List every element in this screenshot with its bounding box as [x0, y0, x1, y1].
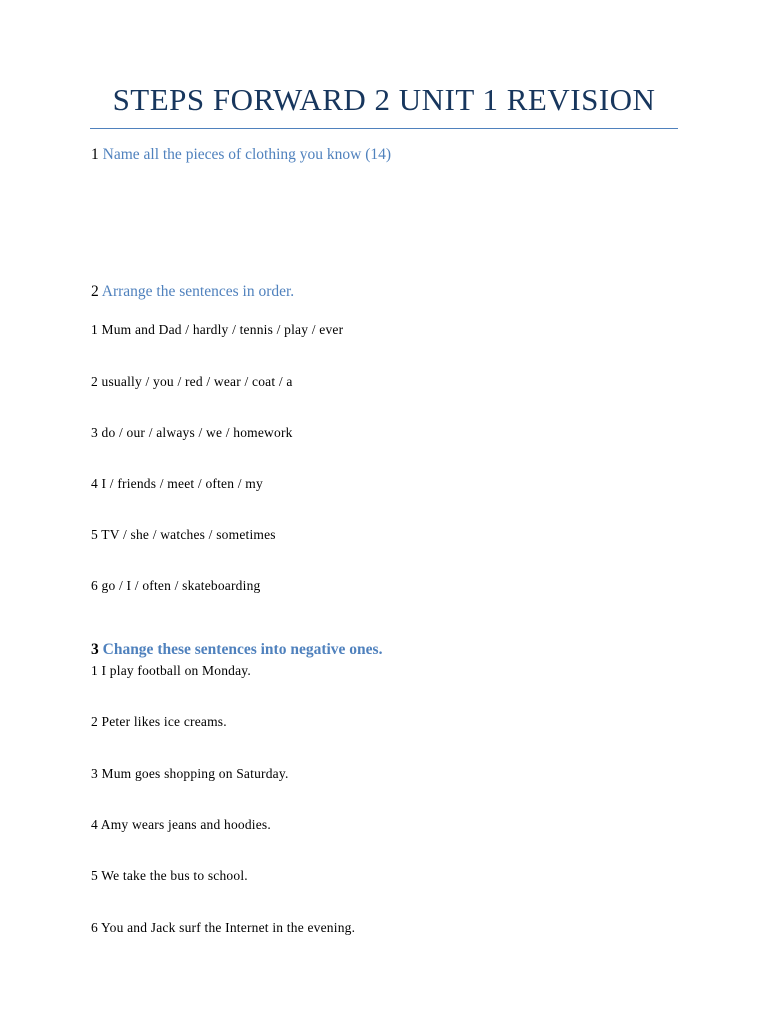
section-3-item-1: 1 I play football on Monday. — [91, 663, 251, 678]
section-2-heading — [91, 283, 294, 301]
section-1-heading-text: Name all the pieces of clothing you know (14) — [102, 146, 392, 163]
section-3-number: 3 — [91, 641, 99, 658]
section-2-item-1: 1 Mum and Dad / hardly / tennis / play / ever — [91, 322, 344, 337]
section-2-item-4: 4 I / friends / meet / often / my — [91, 476, 263, 491]
title-underline — [90, 128, 678, 129]
page-title: STEPS FORWARD 2 UNIT 1 REVISION — [112, 82, 656, 117]
section-3-item-6: 6 You and Jack surf the Internet in the evening. — [91, 920, 356, 935]
section-3-item-3: 3 Mum goes shopping on Saturday. — [91, 766, 289, 781]
section-2-item-2: 2 usually / you / red / wear / coat / a — [91, 374, 293, 389]
section-2-item-6: 6 go / I / often / skateboarding — [91, 578, 261, 593]
section-3-heading — [91, 641, 382, 659]
section-2-item-3: 3 do / our / always / we / homework — [91, 425, 293, 440]
section-1-number: 1 — [91, 146, 99, 163]
section-2-heading-text: Arrange the sentences in order. — [101, 283, 295, 300]
section-1-heading — [91, 146, 391, 164]
section-3-item-2: 2 Peter likes ice creams. — [91, 714, 227, 729]
section-3-item-5: 5 We take the bus to school. — [91, 868, 248, 883]
section-3-heading-text: Change these sentences into negative ones. — [102, 641, 383, 658]
section-2-number: 2 — [91, 283, 99, 300]
section-2-item-5: 5 TV / she / watches / sometimes — [91, 527, 276, 542]
section-3-item-4: 4 Amy wears jeans and hoodies. — [91, 817, 271, 832]
